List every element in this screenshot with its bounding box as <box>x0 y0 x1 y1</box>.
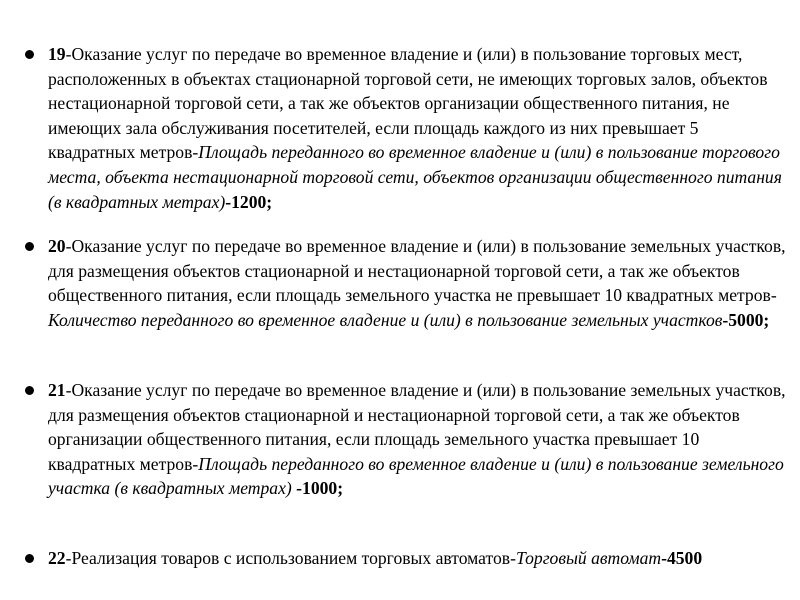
list-item-21 <box>48 378 788 501</box>
item-indicator: Площадь переданного во временное владение и (или) в пользование торгового места, объекта нестационарной торговой сети, объектов организации общественного питания (в квадратных метрах) <box>48 142 782 212</box>
item-value: -1200; <box>225 191 273 212</box>
item-text: -Оказание услуг по передаче во временное владение и (или) в пользование земельных участков, для размещения объектов стационарной и нестационарной торговой сети, а так же объектов организации общественного питания, если площадь земельного участка превышает 10 квадратных метров- <box>48 380 786 474</box>
item-text: -Оказание услуг по передаче во временное владение и (или) в пользование земельных участков, для размещения объектов стационарной и нестационарной торговой сети, а так же объектов общественного питания, если площадь земельного участка не превышает 10 квадратных метров- <box>48 236 786 306</box>
bullet-icon <box>25 386 34 395</box>
item-text: -Оказание услуг по передаче во временное владение и (или) в пользование торговых мест, расположенных в объектах стационарной торговой сети, не имеющих торговых залов, объектов нестационарной торговой сети, а так же объектов организации общественного питания, не имеющих зала обслуживания посетителей, если площадь каждого из них превышает 5 квадратных метров- <box>48 44 768 163</box>
bullet-icon <box>25 242 34 251</box>
item-indicator: Площадь переданного во временное владение и (или) в пользование земельного участка (в квадратных метрах) <box>48 453 784 499</box>
item-value: -1000; <box>291 478 344 499</box>
list-item-22 <box>48 546 788 571</box>
bullet-icon <box>25 554 34 563</box>
item-number: 19 <box>48 44 66 64</box>
item-number: 20 <box>48 236 66 256</box>
item-value: -4500 <box>661 548 703 568</box>
item-number: 22 <box>48 548 66 568</box>
item-text: -Реализация товаров с использованием торговых автоматов- <box>65 548 516 568</box>
bullet-icon <box>25 50 34 59</box>
item-indicator: Торговый автомат <box>515 548 662 568</box>
item-indicator: Количество переданного во временное владение и (или) в пользование земельных участков <box>48 309 723 330</box>
list-item-19 <box>48 42 788 214</box>
item-value: -5000; <box>722 309 770 330</box>
item-number: 21 <box>48 380 66 400</box>
list-item-20 <box>48 234 788 332</box>
